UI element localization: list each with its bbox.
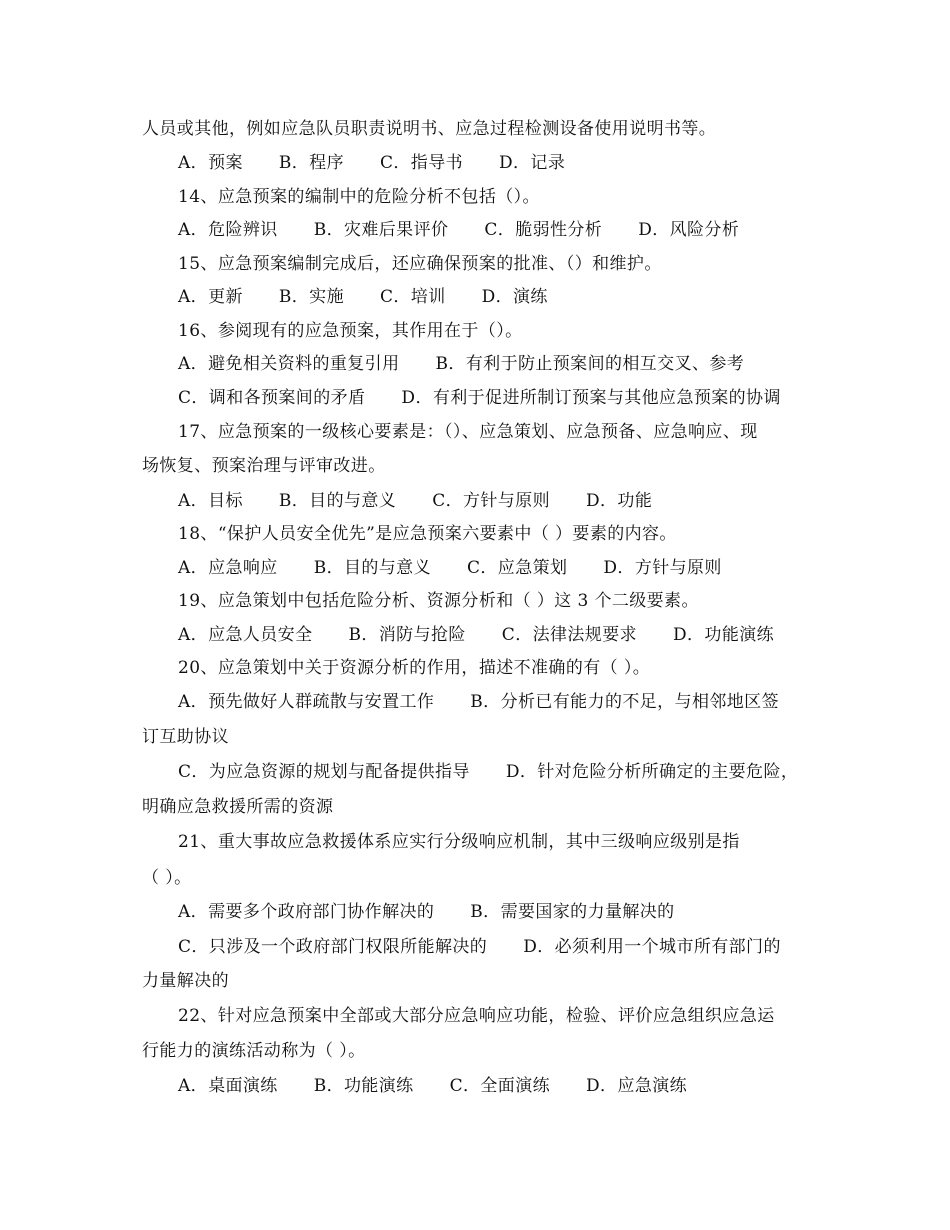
option-a: A．预案 [178, 153, 243, 173]
option-a: A．桌面演练 [178, 1076, 278, 1096]
options-line [178, 936, 781, 958]
option-d: D．演练 [481, 287, 548, 307]
option-c: C．培训 [379, 287, 446, 307]
question-18: 18、“保护人员安全优先”是应急预案六要素中（ ）要素的内容。 [178, 524, 677, 544]
option-d: D．方针与原则 [603, 558, 722, 578]
option-a: A．需要多个政府部门协作解决的 [178, 902, 435, 922]
option-b: B．程序 [278, 153, 344, 173]
question-14: 14、应急预案的编制中的危险分析不包括（）。 [178, 187, 540, 207]
option-b: B．分析已有能力的不足，与相邻地区签 [470, 692, 779, 712]
option-d: D．应急演练 [586, 1076, 688, 1096]
option-b: B．灾难后果评价 [313, 220, 449, 240]
options-line [178, 219, 739, 241]
question-22: 22、针对应急预案中全部或大部分应急响应功能，检验、评价应急组织应急运 [178, 1006, 775, 1026]
option-d: D．记录 [499, 153, 566, 173]
options-line [178, 1075, 687, 1097]
option-a: A．应急人员安全 [178, 625, 313, 645]
option-a: A．预先做好人群疏散与安置工作 [178, 692, 435, 712]
options-line [178, 901, 675, 923]
options-line [178, 353, 744, 375]
option-b: B．功能演练 [313, 1076, 414, 1096]
option-d: D．必须利用一个城市所有部门的 [523, 937, 781, 957]
option-d: D．针对危险分析所确定的主要危险， [505, 762, 799, 782]
option-c: C．应急策划 [466, 558, 568, 578]
option-c: C．只涉及一个政府部门权限所能解决的 [178, 937, 488, 957]
option-c: C．方针与原则 [432, 491, 550, 511]
question-22-cont: 行能力的演练活动称为（ ）。 [142, 1041, 366, 1061]
question-20: 20、应急策划中关于资源分析的作用，描述不准确的有（ ）。 [178, 658, 651, 678]
option-c: C．全面演练 [449, 1076, 551, 1096]
question-15: 15、应急预案编制完成后，还应确保预案的批准、（）和维护。 [178, 254, 662, 274]
option-b: B．实施 [278, 287, 344, 307]
option-d: D．功能演练 [673, 625, 775, 645]
question-16: 16、参阅现有的应急预案，其作用在于（）。 [178, 321, 523, 341]
question-17: 17、应急预案的一级核心要素是：（）、应急策划、应急预备、应急响应、现 [178, 422, 758, 442]
option-b: B．消防与抢险 [348, 625, 466, 645]
option-c: C．指导书 [379, 153, 463, 173]
question-21: 21、重大事故应急救援体系应实行分级响应机制，其中三级响应级别是指 [178, 832, 740, 852]
option-b: B．需要国家的力量解决的 [470, 902, 675, 922]
options-line-cont: 明确应急救援所需的资源 [142, 797, 334, 817]
option-a: A．目标 [178, 491, 243, 511]
question-19: 19、应急策划中包括危险分析、资源分析和（ ）这 3 个二级要素。 [178, 591, 699, 611]
options-line [178, 152, 565, 174]
option-a: A．更新 [178, 287, 243, 307]
option-d: D．有利于促进所制订预案与其他应急预案的协调 [401, 388, 781, 408]
option-c: C．脆弱性分析 [484, 220, 603, 240]
option-a: A．危险辨识 [178, 220, 278, 240]
options-line [178, 624, 774, 646]
options-line [178, 286, 548, 308]
options-line [178, 490, 652, 512]
option-d: D．功能 [586, 491, 653, 511]
option-c: C．为应急资源的规划与配备提供指导 [178, 762, 470, 782]
options-line-cont: 订互助协议 [142, 727, 229, 747]
options-line [178, 691, 779, 713]
options-line [178, 387, 781, 409]
question-17-cont: 场恢复、预案治理与评审改进。 [142, 456, 386, 476]
options-line-cont: 力量解决的 [142, 971, 229, 991]
option-b: B．有利于防止预案间的相互交叉、参考 [435, 354, 745, 374]
text-line: 人员或其他，例如应急队员职责说明书、应急过程检测设备使用说明书等。 [142, 119, 717, 139]
question-21-cont: （ ）。 [142, 868, 192, 888]
option-c: C．调和各预案间的矛盾 [178, 388, 366, 408]
option-d: D．风险分析 [638, 220, 740, 240]
options-line [178, 761, 798, 783]
option-b: B．目的与意义 [313, 558, 431, 578]
option-a: A．避免相关资料的重复引用 [178, 354, 400, 374]
option-b: B．目的与意义 [278, 491, 397, 511]
option-a: A．应急响应 [178, 558, 278, 578]
options-line [178, 557, 722, 579]
option-c: C．法律法规要求 [501, 625, 637, 645]
